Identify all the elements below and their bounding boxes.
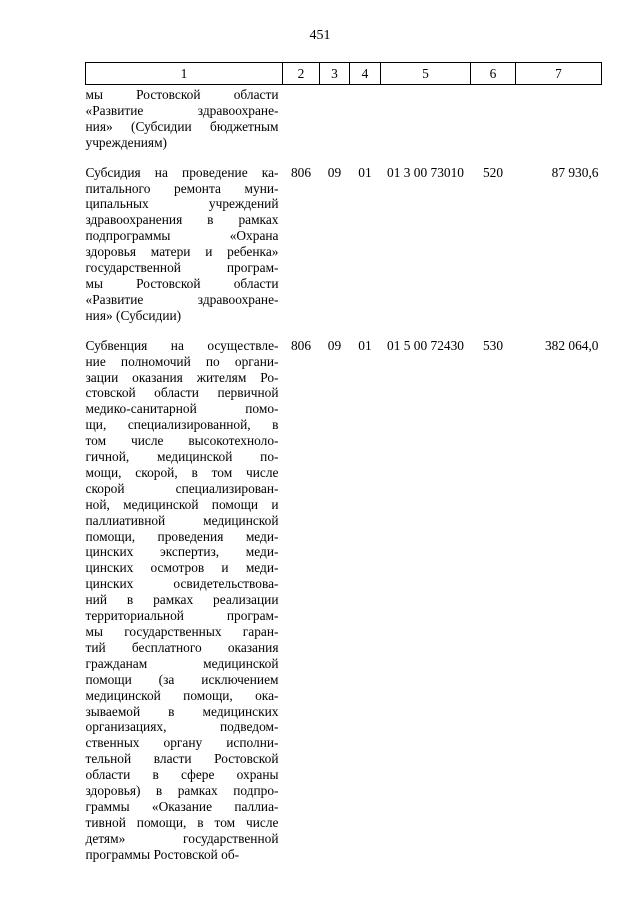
row-code-expense-type: 520 bbox=[482, 164, 504, 180]
row-code-subsection: 01 bbox=[358, 164, 372, 180]
description-line: стовской области первичной bbox=[85, 385, 279, 401]
description-line: зываемой в медицинских bbox=[85, 703, 279, 719]
table-row bbox=[86, 338, 602, 877]
description-line: гражданам медицинской bbox=[85, 655, 279, 671]
description-line: питального ремонта муни- bbox=[85, 180, 279, 196]
description-line: скорой специализирован- bbox=[85, 480, 279, 496]
description-line: государственной програм- bbox=[85, 260, 279, 276]
column-header-3: 3 bbox=[320, 63, 350, 85]
row-amount bbox=[516, 85, 602, 165]
column-header-7: 7 bbox=[516, 63, 602, 85]
row-code-ministry: 806 bbox=[290, 337, 312, 353]
description-line: ния» (Субсидии бюджетным bbox=[85, 118, 279, 134]
row-code-subsection bbox=[350, 85, 381, 165]
description-line: организациях, подведом- bbox=[85, 719, 279, 735]
description-line: территориальной програм- bbox=[85, 608, 279, 624]
description-line: помощи, проведения меди- bbox=[85, 528, 279, 544]
description-line: «Развитие здравоохране- bbox=[85, 102, 279, 118]
description-line: мы государственных гаран- bbox=[85, 624, 279, 639]
description-line: медицинской помощи, ока- bbox=[85, 687, 279, 703]
description-line: ния» (Субсидии) bbox=[85, 307, 182, 323]
row-code-expense-type bbox=[471, 85, 516, 165]
description-line: ной, медицинской помощи и bbox=[85, 496, 279, 512]
column-header-2: 2 bbox=[283, 63, 320, 85]
description-line: программы Ростовской об- bbox=[85, 846, 240, 862]
column-header-4: 4 bbox=[350, 63, 381, 85]
table-row bbox=[86, 85, 602, 165]
description-line: учреждениям) bbox=[85, 134, 168, 150]
description-line: мы Ростовской области bbox=[85, 275, 279, 291]
description-line: тивной помощи, в том числе bbox=[85, 814, 279, 830]
column-header-5: 5 bbox=[381, 63, 471, 85]
description-line: здравоохранения в рамках bbox=[85, 212, 279, 228]
description-line: зации оказания жителям Ро- bbox=[85, 369, 279, 385]
row-description bbox=[86, 338, 283, 877]
description-line: помощи (за исключением bbox=[85, 671, 279, 687]
description-line: области в сфере охраны bbox=[85, 767, 279, 783]
row-code-target: 01 5 00 72430 bbox=[387, 337, 464, 353]
row-code-section bbox=[320, 85, 350, 165]
row-code-ministry: 806 bbox=[290, 164, 312, 180]
description-line: тельной власти Ростовской bbox=[85, 751, 279, 767]
row-code-target: 01 3 00 73010 bbox=[387, 164, 464, 180]
row-code-target bbox=[381, 85, 471, 165]
description-line: мощи, скорой, в том числе bbox=[85, 464, 279, 480]
description-line: гичной, медицинской по- bbox=[85, 449, 279, 465]
row-code-expense-type: 530 bbox=[482, 337, 504, 353]
description-line: цинских экспертиз, меди- bbox=[85, 544, 279, 560]
description-line: детям» государственной bbox=[85, 830, 279, 846]
description-line: медико-санитарной помо- bbox=[85, 401, 279, 417]
row-description bbox=[86, 165, 283, 338]
description-line: мы Ростовской области bbox=[85, 87, 279, 102]
header-row bbox=[86, 63, 602, 85]
description-line: ственных органу исполни- bbox=[85, 735, 279, 751]
description-line: цинских освидетельствова- bbox=[85, 576, 279, 592]
description-line: том числе высокотехноло- bbox=[85, 433, 279, 449]
description-line: граммы «Оказание паллиа- bbox=[85, 798, 279, 814]
description-line: ний в рамках реализации bbox=[85, 592, 279, 608]
description-line: Субсидия на проведение ка- bbox=[85, 164, 279, 180]
column-header-1: 1 bbox=[86, 63, 283, 85]
description-line: здоровья) в рамках подпро- bbox=[85, 783, 279, 799]
description-line: цинских осмотров и меди- bbox=[85, 560, 279, 576]
row-code-subsection: 01 bbox=[358, 337, 372, 353]
row-amount: 382 064,0 bbox=[544, 337, 599, 353]
description-line: Субвенция на осуществле- bbox=[85, 337, 279, 353]
row-code-section: 09 bbox=[327, 164, 342, 180]
row-code-section: 09 bbox=[327, 337, 342, 353]
description-line: ние полномочий по органи- bbox=[85, 353, 279, 369]
table-row bbox=[86, 165, 602, 338]
row-description bbox=[86, 85, 283, 165]
description-line: тий бесплатного оказания bbox=[85, 639, 279, 655]
row-amount: 87 930,6 bbox=[551, 164, 599, 180]
row-code-ministry bbox=[283, 85, 320, 165]
description-line: паллиативной медицинской bbox=[85, 512, 279, 528]
description-line: «Развитие здравоохране- bbox=[85, 291, 279, 307]
description-line: щи, специализированной, в bbox=[85, 417, 279, 433]
column-header-6: 6 bbox=[471, 63, 516, 85]
page-number: 451 bbox=[309, 28, 331, 43]
description-line: ципальных учреждений bbox=[85, 196, 279, 212]
description-line: здоровья матери и ребенка» bbox=[85, 244, 279, 260]
description-line: подпрограммы «Охрана bbox=[85, 228, 279, 244]
budget-table bbox=[85, 62, 602, 877]
